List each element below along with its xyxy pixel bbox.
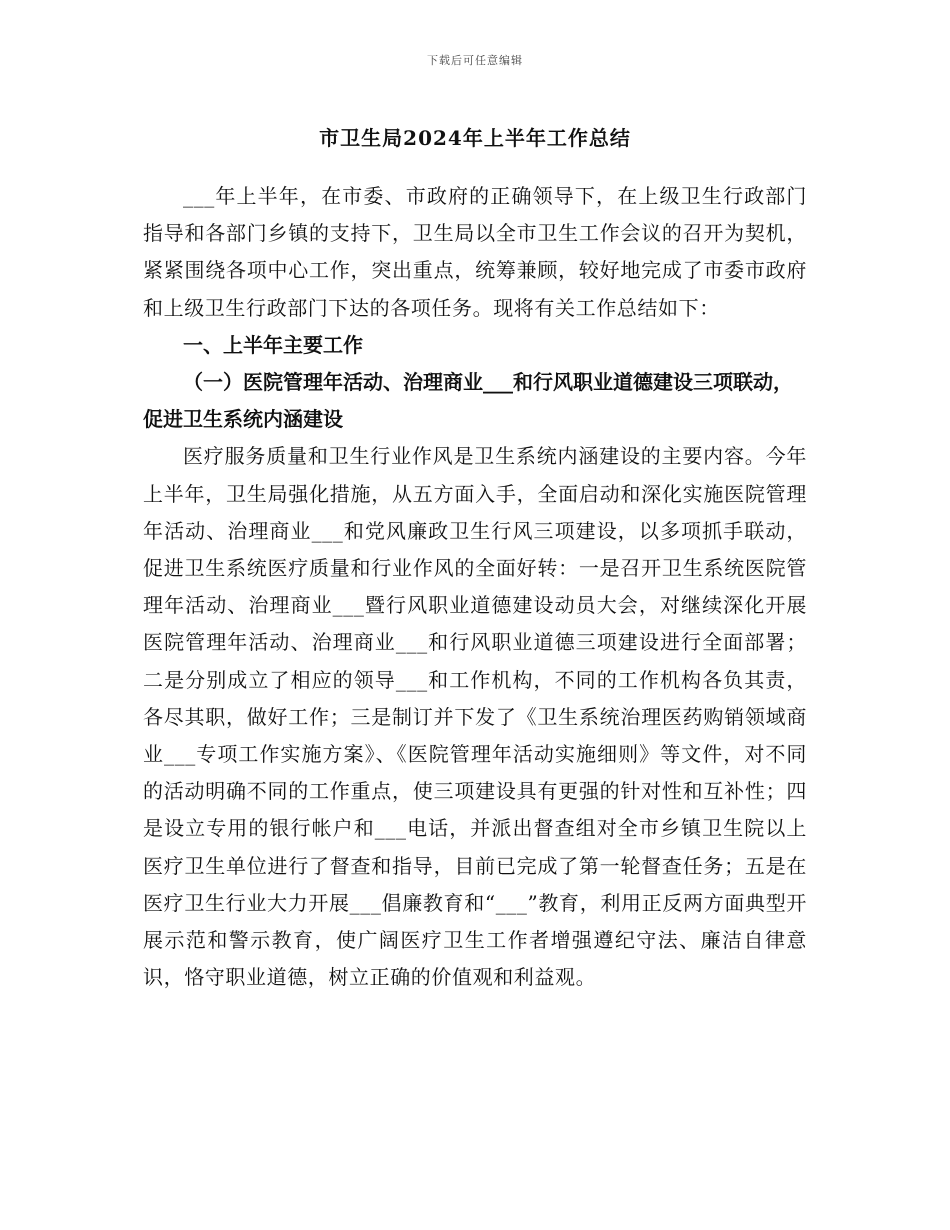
page-header-note: 下载后可任意编辑 xyxy=(427,54,523,67)
subsection-heading-1: （一）医院管理年活动、治理商业___和行风职业道德建设三项联动，促进卫生系统内涵建设 xyxy=(143,370,793,432)
subsection-body-1: 医疗服务质量和卫生行业作风是卫生系统内涵建设的主要内容。今年上半年，卫生局强化措施，从五方面入手，全面启动和深化实施医院管理年活动、治理商业___和党风廉政卫生行风三项建设，以多项抓手联动，促进卫生系统医疗质量和行业作风的全面好转：一是召开卫生系统医院管理年活动、治理商业___暨行风职业道德建设动员大会，对继续深化开展医院管理年活动、治理商业___和行风职业道德三项建设进行全面部署；二是分别成立了相应的领导___和工作机构，不同的工作机构各负其责，各尽其职，做好工作；三是制订并下发了《卫生系统治理医药购销领域商业___专项工作实施方案》、《医院管理年活动实施细则》等文件，对不同的活动明确不同的工作重点，使三项建设具有更强的针对性和互补性；四是设立专用的银行帐户和___电话，并派出督查组对全市乡镇卫生院以上医疗卫生单位进行了督查和指导，目前已完成了第一轮督查任务；五是在医疗卫生行业大力开展___倡廉教育和“___”教育，利用正反两方面典型开展示范和警示教育，使广阔医疗卫生工作者增强遵纪守法、廉洁自律意识，恪守职业道德，树立正确的价值观和利益观。 xyxy=(143,444,807,990)
document-title: 市卫生局2024年上半年工作总结 xyxy=(319,126,631,150)
section-heading-1: 一、上半年主要工作 xyxy=(183,332,363,357)
intro-paragraph: ___年上半年，在市委、市政府的正确领导下，在上级卫生行政部门指导和各部门乡镇的支持下，卫生局以全市卫生工作会议的召开为契机，紧紧围绕各项中心工作，突出重点，统筹兼顾，较好地完成了市委市政府和上级卫生行政部门下达的各项任务。现将有关工作总结如下： xyxy=(143,184,807,320)
document-body xyxy=(143,118,807,996)
